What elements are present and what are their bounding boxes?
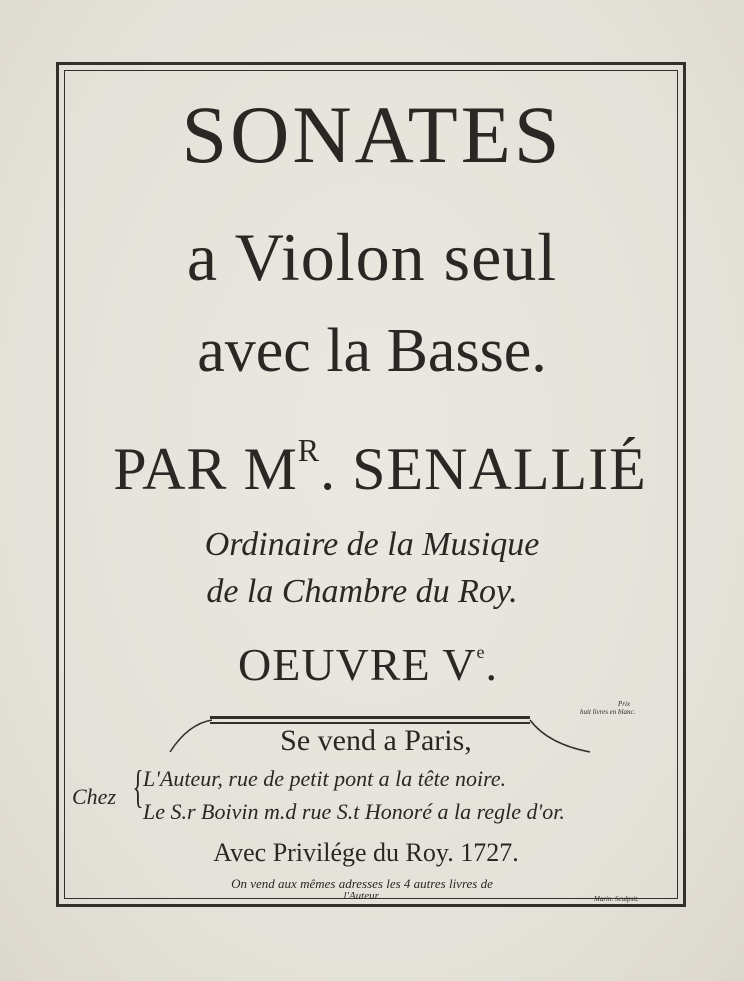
price-label: Prix bbox=[618, 700, 631, 708]
opus-text: OEUVRE V bbox=[238, 639, 477, 690]
privilege-line: Avec Privilége du Roy. 1727. bbox=[213, 838, 519, 867]
opus-line bbox=[0, 638, 740, 691]
title-line-2: a Violon seul bbox=[186, 219, 558, 295]
footer-line-2: l'Auteur. bbox=[343, 890, 381, 902]
address-line-1: L'Auteur, rue de petit pont a la tête noire. bbox=[143, 766, 507, 791]
title-line-1: SONATES bbox=[181, 89, 563, 180]
brace-icon: { bbox=[132, 761, 144, 812]
address-line-2: Le S.r Boivin m.d rue S.t Honoré a la regle d'or. bbox=[143, 799, 565, 824]
subtitle-line-1: Ordinaire de la Musique bbox=[204, 526, 540, 563]
opus-dot: . bbox=[485, 639, 498, 690]
opus-superscript: e bbox=[476, 642, 486, 662]
composer-name: . SENALLIÉ bbox=[320, 436, 647, 502]
price-note bbox=[580, 700, 676, 716]
composer-prefix: PAR M bbox=[113, 436, 298, 502]
ornament-bar-thick bbox=[210, 716, 530, 719]
engraver-credit: Marin. Sculpsit. bbox=[594, 895, 639, 903]
price-value: huit livres en blanc. bbox=[580, 708, 636, 716]
footer-line-1: On vend aux mêmes adresses les 4 autres livres de bbox=[231, 876, 493, 891]
title-line-3: avec la Basse. bbox=[197, 317, 547, 385]
composer-superscript: R bbox=[297, 432, 321, 468]
chez-label: Chez bbox=[72, 784, 116, 809]
sale-heading: Se vend a Paris, bbox=[280, 724, 472, 757]
subtitle-line-2: de la Chambre du Roy. bbox=[206, 573, 518, 610]
composer-line bbox=[8, 432, 744, 504]
